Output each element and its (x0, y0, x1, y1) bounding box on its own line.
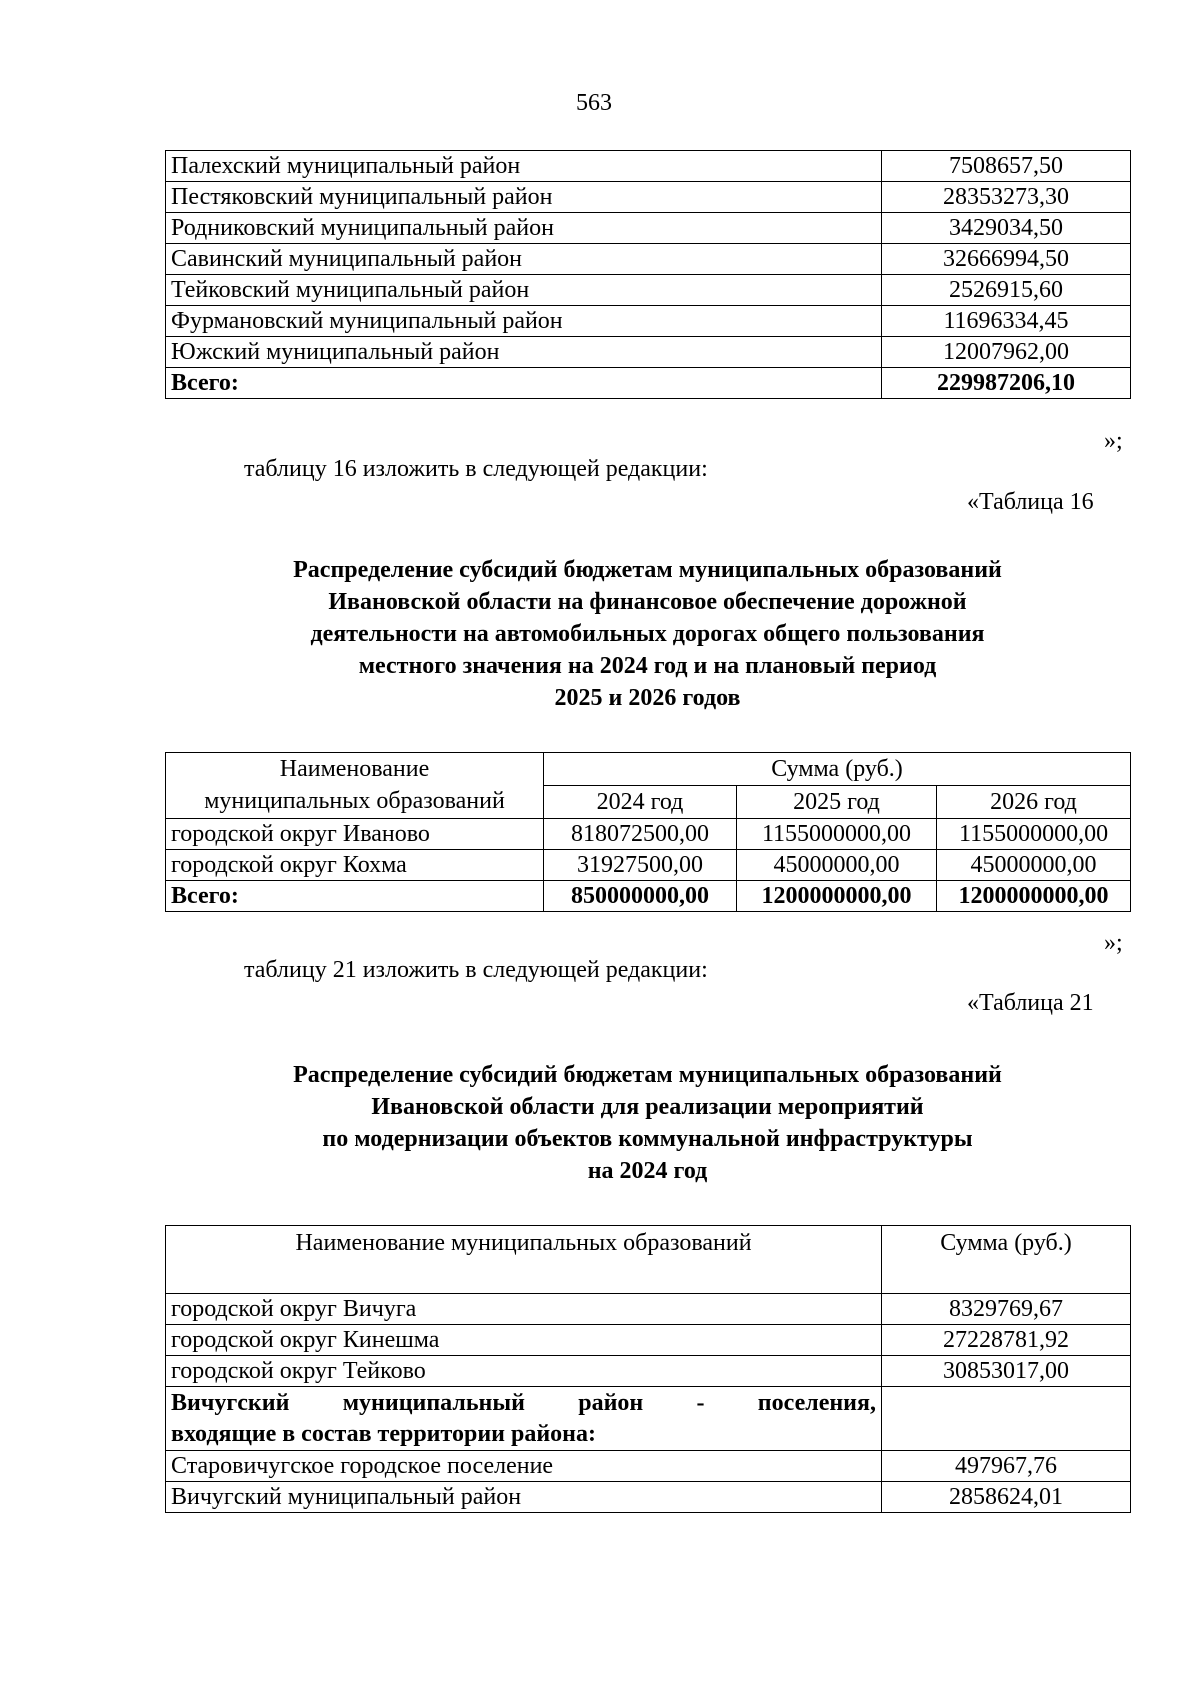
table-21 (165, 1225, 1131, 1513)
table-row (166, 182, 1131, 213)
table-row (166, 151, 1131, 182)
row-value: 45000000,00 (737, 850, 937, 881)
total-value: 229987206,10 (882, 368, 1131, 399)
table-row (166, 1356, 1131, 1387)
row-value: 32666994,50 (882, 244, 1131, 275)
title-line: по модернизации объектов коммунальной инфраструктуры (322, 1126, 973, 1152)
title-line: местного значения на 2024 год и на плановый период (358, 653, 937, 679)
total-value: 1200000000,00 (937, 881, 1131, 912)
row-name: Вичугский муниципальный район (166, 1482, 882, 1513)
table-16 (165, 752, 1131, 912)
total-label: Всего: (166, 881, 544, 912)
page-number: 563 (576, 90, 612, 116)
row-name: Савинский муниципальный район (166, 244, 882, 275)
title-line: Ивановской области для реализации мероприятий (371, 1094, 924, 1120)
table-row (166, 1325, 1131, 1356)
group-word: Вичугский (171, 1389, 290, 1416)
header-name: Наименование муниципальных образований (166, 1226, 882, 1294)
row-value: 8329769,67 (882, 1294, 1131, 1325)
group-row (166, 1387, 1131, 1451)
header-year: 2024 год (544, 786, 737, 819)
header-name: Наименование муниципальных образований (166, 753, 544, 819)
table-row (166, 213, 1131, 244)
row-name: Палехский муниципальный район (166, 151, 882, 182)
row-value: 497967,76 (882, 1451, 1131, 1482)
total-row (166, 881, 1131, 912)
header-year: 2026 год (937, 786, 1131, 819)
table-label: «Таблица 21 (967, 990, 1094, 1016)
row-name: Южский муниципальный район (166, 337, 882, 368)
header-sum: Сумма (руб.) (544, 753, 1131, 786)
table-row (166, 819, 1131, 850)
row-value: 11696334,45 (882, 306, 1131, 337)
row-value: 2526915,60 (882, 275, 1131, 306)
table-row (166, 244, 1131, 275)
group-word: - (696, 1389, 705, 1416)
title-line: деятельности на автомобильных дорогах общего пользования (310, 621, 985, 647)
table-21-title (165, 1059, 1130, 1187)
total-value: 1200000000,00 (737, 881, 937, 912)
row-value: 818072500,00 (544, 819, 737, 850)
header-sum: Сумма (руб.) (882, 1226, 1131, 1294)
table-row (166, 850, 1131, 881)
row-value: 31927500,00 (544, 850, 737, 881)
row-value: 30853017,00 (882, 1356, 1131, 1387)
total-label: Всего: (166, 368, 882, 399)
title-line: 2025 и 2026 годов (554, 685, 741, 711)
row-name: городской округ Тейково (166, 1356, 882, 1387)
table-label: «Таблица 16 (967, 489, 1094, 515)
group-word: поселения, (757, 1389, 876, 1416)
table-row (166, 275, 1131, 306)
row-name: городской округ Вичуга (166, 1294, 882, 1325)
row-value: 1155000000,00 (737, 819, 937, 850)
title-line: Ивановской области на финансовое обеспечение дорожной (328, 589, 967, 615)
row-name: городской округ Кинешма (166, 1325, 882, 1356)
table-16-title (165, 554, 1130, 714)
row-value: 27228781,92 (882, 1325, 1131, 1356)
row-name: городской округ Кохма (166, 850, 544, 881)
total-row (166, 368, 1131, 399)
close-quote: »; (1104, 930, 1123, 956)
row-value: 7508657,50 (882, 151, 1131, 182)
table-row (166, 1482, 1131, 1513)
row-name: Родниковский муниципальный район (166, 213, 882, 244)
row-value: 28353273,30 (882, 182, 1131, 213)
row-value: 2858624,01 (882, 1482, 1131, 1513)
group-value (882, 1387, 1131, 1451)
row-value: 1155000000,00 (937, 819, 1131, 850)
table-row (166, 1451, 1131, 1482)
row-name: Тейковский муниципальный район (166, 275, 882, 306)
instruction-text: таблицу 16 изложить в следующей редакции: (244, 456, 708, 482)
group-label: Вичугский муниципальный район - поселения, входящие в состав территории района: (166, 1387, 882, 1451)
title-line: Распределение субсидий бюджетам муниципальных образований (293, 557, 1002, 583)
title-line: Распределение субсидий бюджетам муниципальных образований (293, 1062, 1002, 1088)
row-value: 12007962,00 (882, 337, 1131, 368)
row-value: 3429034,50 (882, 213, 1131, 244)
table-row (166, 306, 1131, 337)
table-continuation (165, 150, 1131, 399)
row-name: Пестяковский муниципальный район (166, 182, 882, 213)
table-row (166, 1294, 1131, 1325)
row-name: Старовичугское городское поселение (166, 1451, 882, 1482)
instruction-text: таблицу 21 изложить в следующей редакции: (244, 957, 708, 983)
title-line: на 2024 год (587, 1158, 708, 1184)
row-name: городской округ Иваново (166, 819, 544, 850)
close-quote: »; (1104, 428, 1123, 454)
row-name: Фурмановский муниципальный район (166, 306, 882, 337)
group-word: муниципальный (342, 1389, 525, 1416)
table-row (166, 337, 1131, 368)
total-value: 850000000,00 (544, 881, 737, 912)
group-word: район (578, 1389, 644, 1416)
row-value: 45000000,00 (937, 850, 1131, 881)
header-year: 2025 год (737, 786, 937, 819)
